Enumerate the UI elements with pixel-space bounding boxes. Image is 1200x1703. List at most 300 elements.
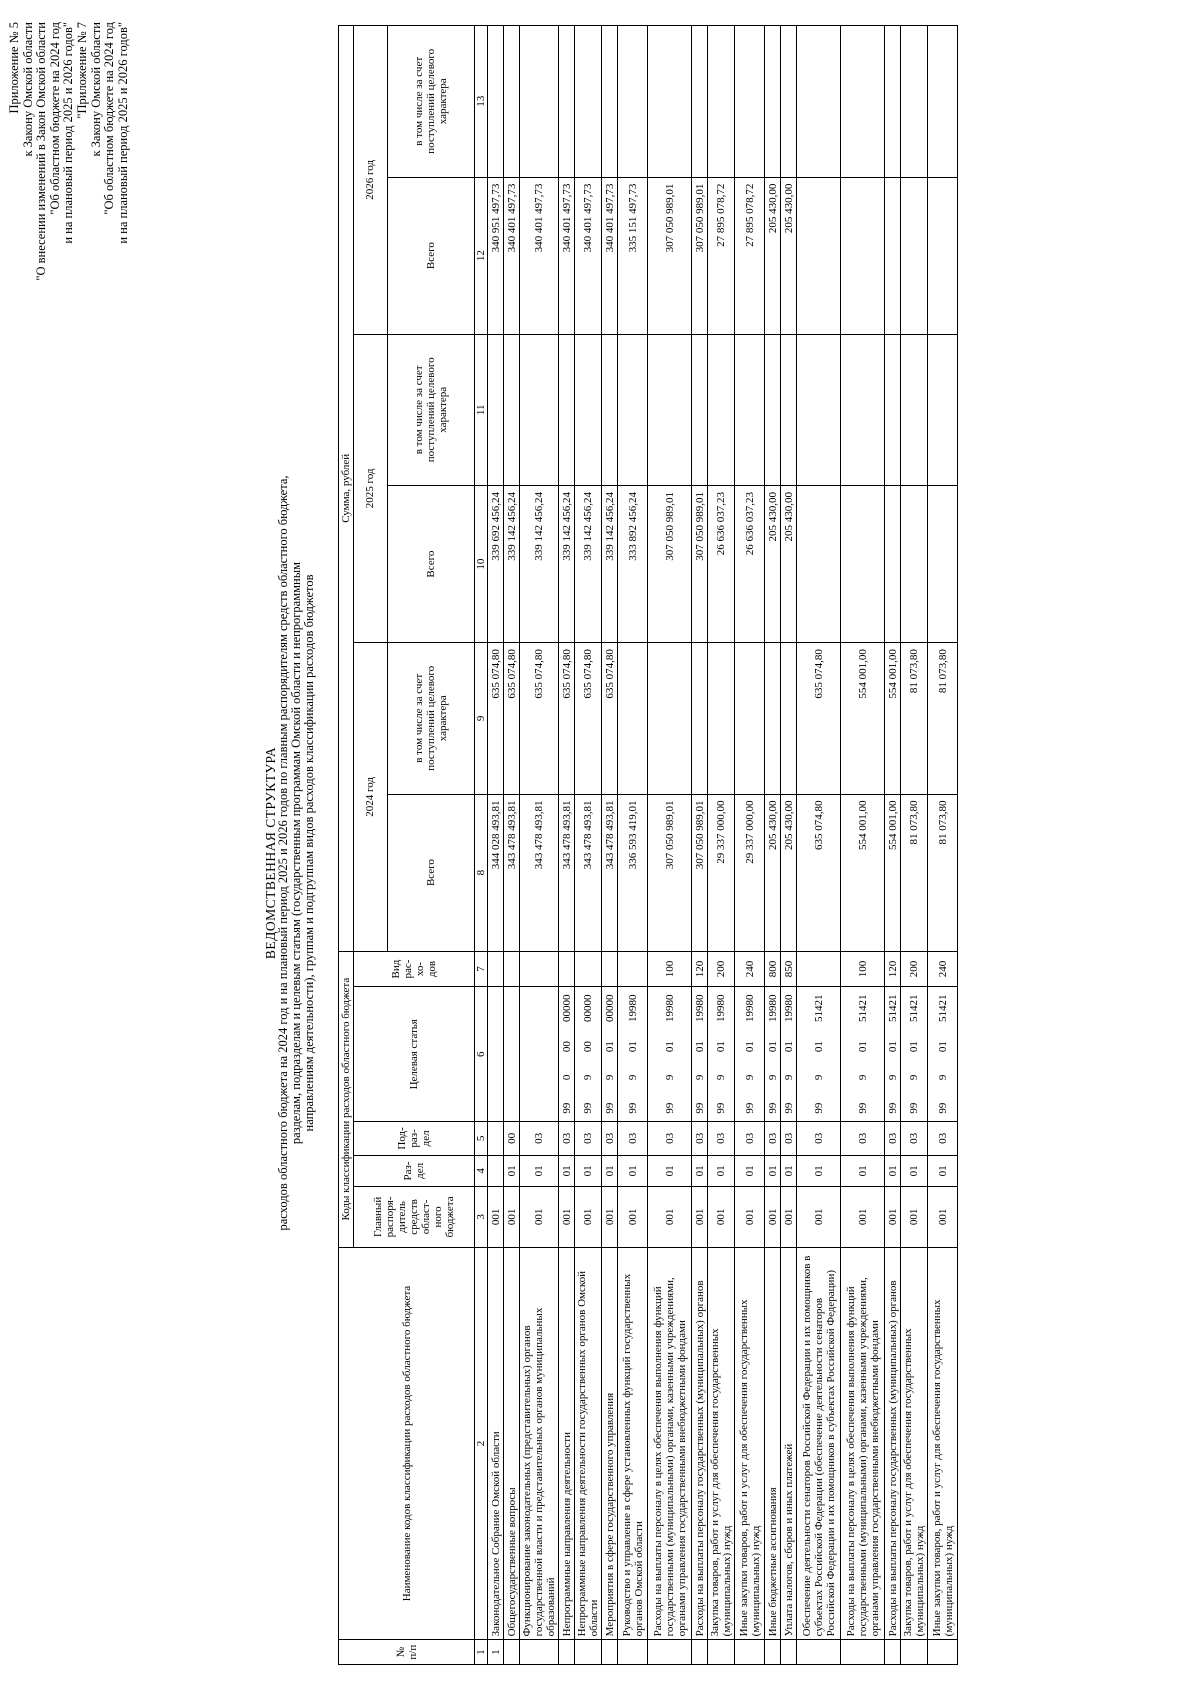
row-expense-type <box>559 951 575 987</box>
row-target-2024 <box>735 643 765 794</box>
target-article-part: 51421 <box>936 994 949 1022</box>
target-article-part: 01 <box>743 1041 756 1053</box>
header-name: Наименование кодов классификации расходов областного бюджета <box>339 1247 475 1640</box>
column-number: 3 <box>475 1187 488 1248</box>
target-article-part: 51421 <box>886 994 899 1022</box>
header-codes: Коды классификации расходов областного бюджета <box>339 951 354 1247</box>
row-target-article <box>488 987 504 1122</box>
row-grbs: 001 <box>602 1187 618 1248</box>
target-article-part: 99 <box>936 1102 949 1114</box>
row-target-2025 <box>520 334 559 485</box>
budget-table <box>338 25 958 1665</box>
row-target-article <box>648 987 692 1122</box>
target-article-part: 99 <box>782 1102 795 1114</box>
row-number <box>618 1640 648 1665</box>
column-number: 7 <box>475 951 488 987</box>
row-target-2025 <box>575 334 602 485</box>
row-total-2026: 307 050 989,01 <box>648 177 692 334</box>
row-target-2024: 554 001,00 <box>841 643 885 794</box>
row-target-2024 <box>648 643 692 794</box>
row-target-2026 <box>692 26 708 178</box>
table-row <box>602 26 618 1665</box>
appendix-line: "О внесении изменений в Закон Омской области <box>34 22 48 281</box>
row-podrazdel: 03 <box>885 1122 901 1156</box>
column-number: 10 <box>475 486 488 643</box>
row-target-article <box>559 987 575 1122</box>
row-total-2025 <box>841 486 885 643</box>
row-number <box>559 1640 575 1665</box>
row-name: Обеспечение деятельности сенаторов Российской Федерации и их помощников в субъектах Российской Федерации (обеспечение деятельности сенаторов Российской Федерации и их помощников в субъектах Российской Федерации) <box>797 1247 841 1640</box>
column-number: 5 <box>475 1122 488 1156</box>
row-total-2024: 554 001,00 <box>885 794 901 951</box>
target-article-part: 9 <box>626 1074 639 1081</box>
row-number <box>765 1640 781 1665</box>
row-total-2025: 339 142 456,24 <box>575 486 602 643</box>
row-total-2024: 343 478 493,81 <box>575 794 602 951</box>
column-number: 1 <box>475 1640 488 1665</box>
row-name: Закупка товаров, работ и услуг для обеспечения государственных (муниципальных) нужд <box>901 1247 928 1640</box>
target-article-part: 01 <box>715 1041 727 1053</box>
row-total-2026: 340 401 497,73 <box>602 177 618 334</box>
row-total-2024: 205 430,00 <box>765 794 781 951</box>
header-target: в том числе за счет поступлений целевого характера <box>387 334 474 485</box>
table-row <box>692 26 708 1665</box>
row-target-article <box>928 987 958 1122</box>
appendix-line: "Об областном бюджете на 2024 год <box>102 22 116 215</box>
row-target-2024 <box>781 643 797 794</box>
row-number <box>781 1640 797 1665</box>
table-row <box>901 26 928 1665</box>
row-target-2024: 554 001,00 <box>885 643 901 794</box>
column-number: 2 <box>475 1247 488 1640</box>
row-target-2025 <box>735 334 765 485</box>
column-number: 11 <box>475 334 488 485</box>
row-target-2026 <box>602 26 618 178</box>
target-article-part: 99 <box>582 1102 594 1114</box>
table-row <box>708 26 735 1665</box>
row-grbs: 001 <box>781 1187 797 1248</box>
appendix-line: Приложение № 5 <box>7 22 21 114</box>
row-razdel: 01 <box>575 1155 602 1186</box>
row-target-2026 <box>648 26 692 178</box>
header-target: в том числе за счет поступлений целевого характера <box>387 26 474 178</box>
row-target-2024: 81 073,80 <box>928 643 958 794</box>
row-target-2026 <box>781 26 797 178</box>
row-target-2024: 635 074,80 <box>602 643 618 794</box>
row-razdel: 01 <box>692 1155 708 1186</box>
row-target-2024: 635 074,80 <box>559 643 575 794</box>
row-name: Расходы на выплаты персоналу в целях обеспечения выполнения функций государственными (муниципальными) органами, казенными учреждениями, органами управления государственными внебюджетными фондами <box>841 1247 885 1640</box>
row-razdel: 01 <box>901 1155 928 1186</box>
row-expense-type <box>797 951 841 987</box>
row-razdel: 01 <box>797 1155 841 1186</box>
row-target-2025 <box>765 334 781 485</box>
row-target-2025 <box>797 334 841 485</box>
row-expense-type: 240 <box>928 951 958 987</box>
appendix-header-old <box>76 22 130 244</box>
row-podrazdel: 03 <box>692 1122 708 1156</box>
row-target-2025 <box>559 334 575 485</box>
target-article-part: 19980 <box>743 994 756 1022</box>
header-total: Всего <box>387 486 474 643</box>
target-article-part: 51421 <box>908 994 920 1022</box>
target-article-part: 9 <box>693 1074 706 1081</box>
table-row <box>488 26 504 1665</box>
target-article-part: 9 <box>766 1074 779 1081</box>
row-target-2025 <box>841 334 885 485</box>
row-target-article <box>765 987 781 1122</box>
row-name: Руководство и управление в сфере установленных функций государственных органов Омской области <box>618 1247 648 1640</box>
target-article-part: 00000 <box>560 994 573 1022</box>
row-target-2026 <box>765 26 781 178</box>
target-article-part: 9 <box>856 1074 869 1081</box>
row-grbs: 001 <box>735 1187 765 1248</box>
row-target-2026 <box>504 26 520 178</box>
target-article-part: 01 <box>626 1041 639 1053</box>
row-name: Иные бюджетные ассигнования <box>765 1247 781 1640</box>
row-target-2026 <box>797 26 841 178</box>
row-grbs: 001 <box>765 1187 781 1248</box>
row-target-2024: 635 074,80 <box>504 643 520 794</box>
row-target-2025 <box>708 334 735 485</box>
table-row <box>648 26 692 1665</box>
row-expense-type: 200 <box>708 951 735 987</box>
row-total-2024: 554 001,00 <box>841 794 885 951</box>
row-podrazdel: 03 <box>781 1122 797 1156</box>
row-podrazdel: 03 <box>520 1122 559 1156</box>
row-razdel: 01 <box>708 1155 735 1186</box>
header-year-2025: 2025 год <box>354 334 388 642</box>
target-article-part: 99 <box>560 1102 573 1114</box>
row-number <box>735 1640 765 1665</box>
row-total-2026 <box>901 177 928 334</box>
row-total-2024: 344 028 493,81 <box>488 794 504 951</box>
target-article-part: 19980 <box>766 994 779 1022</box>
row-name: Иные закупки товаров, работ и услуг для обеспечения государственных (муниципальных) нужд <box>735 1247 765 1640</box>
target-article-part: 51421 <box>856 994 869 1022</box>
header-podrazdel: Под-раз-дел <box>354 1122 475 1156</box>
header-num: № п/п <box>339 1640 475 1665</box>
target-article-part: 00000 <box>582 994 594 1022</box>
appendix-line: и на плановый период 2025 и 2026 годов" <box>61 22 75 244</box>
row-expense-type <box>602 951 618 987</box>
row-razdel: 01 <box>765 1155 781 1186</box>
row-grbs: 001 <box>708 1187 735 1248</box>
row-total-2026: 335 151 497,73 <box>618 177 648 334</box>
row-razdel: 01 <box>648 1155 692 1186</box>
header-razdel: Раз-дел <box>354 1155 475 1186</box>
row-grbs: 001 <box>504 1187 520 1248</box>
row-total-2026: 27 895 078,72 <box>708 177 735 334</box>
row-target-article <box>708 987 735 1122</box>
target-article-part: 99 <box>715 1102 727 1114</box>
target-article-part: 99 <box>856 1102 869 1114</box>
row-expense-type <box>520 951 559 987</box>
row-razdel <box>488 1155 504 1186</box>
column-number-row <box>475 26 488 1665</box>
row-grbs: 001 <box>648 1187 692 1248</box>
row-total-2025: 26 636 037,23 <box>708 486 735 643</box>
row-target-article <box>618 987 648 1122</box>
target-article-part: 19980 <box>715 994 727 1022</box>
target-article-part: 9 <box>886 1074 899 1081</box>
row-podrazdel: 03 <box>765 1122 781 1156</box>
row-razdel: 01 <box>504 1155 520 1186</box>
row-target-article <box>692 987 708 1122</box>
row-target-2026 <box>928 26 958 178</box>
row-total-2026: 27 895 078,72 <box>735 177 765 334</box>
row-total-2025: 205 430,00 <box>781 486 797 643</box>
row-target-2024 <box>708 643 735 794</box>
row-target-2025 <box>488 334 504 485</box>
appendix-line: к Закону Омской области <box>20 22 35 157</box>
row-total-2024: 343 478 493,81 <box>520 794 559 951</box>
row-number <box>708 1640 735 1665</box>
row-total-2026: 340 401 497,73 <box>504 177 520 334</box>
row-total-2024: 81 073,80 <box>901 794 928 951</box>
column-number: 4 <box>475 1155 488 1186</box>
row-expense-type: 800 <box>765 951 781 987</box>
row-target-2026 <box>488 26 504 178</box>
row-number <box>797 1640 841 1665</box>
target-article-part: 01 <box>936 1041 949 1053</box>
row-razdel: 01 <box>520 1155 559 1186</box>
target-article-part: 01 <box>856 1041 869 1053</box>
target-article-part: 9 <box>603 1074 616 1081</box>
row-podrazdel: 03 <box>928 1122 958 1156</box>
row-razdel: 01 <box>559 1155 575 1186</box>
table-body <box>488 26 958 1665</box>
row-total-2026 <box>797 177 841 334</box>
row-razdel: 01 <box>602 1155 618 1186</box>
row-grbs: 001 <box>797 1187 841 1248</box>
row-total-2024: 29 337 000,00 <box>735 794 765 951</box>
target-article-part: 0 <box>560 1074 573 1081</box>
target-article-part: 19980 <box>663 994 676 1022</box>
row-total-2025: 339 142 456,24 <box>520 486 559 643</box>
document-title <box>264 303 316 1403</box>
row-target-2025 <box>504 334 520 485</box>
row-podrazdel: 00 <box>504 1122 520 1156</box>
row-target-2025 <box>648 334 692 485</box>
header-cs: Целевая статья <box>354 987 475 1122</box>
row-total-2026: 205 430,00 <box>781 177 797 334</box>
row-name: Иные закупки товаров, работ и услуг для обеспечения государственных (муниципальных) нужд <box>928 1247 958 1640</box>
row-total-2026: 340 951 497,73 <box>488 177 504 334</box>
row-expense-type: 100 <box>841 951 885 987</box>
header-sum: Сумма, рублей <box>339 26 354 952</box>
row-grbs: 001 <box>692 1187 708 1248</box>
row-razdel: 01 <box>928 1155 958 1186</box>
row-expense-type: 240 <box>735 951 765 987</box>
header-total: Всего <box>387 177 474 334</box>
row-total-2025: 339 142 456,24 <box>504 486 520 643</box>
header-vid: Вид рас-хо-дов <box>354 951 475 987</box>
row-podrazdel: 03 <box>797 1122 841 1156</box>
row-target-2026 <box>885 26 901 178</box>
row-target-2026 <box>618 26 648 178</box>
row-target-2024: 81 073,80 <box>901 643 928 794</box>
target-article-part: 01 <box>782 1041 795 1053</box>
row-grbs: 001 <box>559 1187 575 1248</box>
row-grbs: 001 <box>488 1187 504 1248</box>
table-row <box>575 26 602 1665</box>
row-name: Мероприятия в сфере государственного управления <box>602 1247 618 1640</box>
header-total: Всего <box>387 794 474 951</box>
row-target-2026 <box>559 26 575 178</box>
target-article-part: 01 <box>693 1041 706 1053</box>
row-total-2026 <box>928 177 958 334</box>
column-number: 9 <box>475 643 488 794</box>
row-razdel: 01 <box>735 1155 765 1186</box>
row-target-article <box>735 987 765 1122</box>
table-row <box>618 26 648 1665</box>
row-podrazdel: 03 <box>648 1122 692 1156</box>
row-podrazdel: 03 <box>575 1122 602 1156</box>
row-target-2026 <box>735 26 765 178</box>
row-grbs: 001 <box>520 1187 559 1248</box>
row-total-2025 <box>901 486 928 643</box>
row-total-2025: 205 430,00 <box>765 486 781 643</box>
target-article-part: 9 <box>782 1074 795 1081</box>
row-number <box>648 1640 692 1665</box>
column-number: 12 <box>475 177 488 334</box>
target-article-part: 9 <box>663 1074 676 1081</box>
row-name: Общегосударственные вопросы <box>504 1247 520 1640</box>
appendix-line: к Закону Омской области <box>88 22 103 157</box>
row-total-2026: 340 401 497,73 <box>575 177 602 334</box>
row-total-2024: 343 478 493,81 <box>602 794 618 951</box>
column-number: 8 <box>475 794 488 951</box>
row-total-2024: 343 478 493,81 <box>504 794 520 951</box>
row-number <box>575 1640 602 1665</box>
row-podrazdel: 03 <box>735 1122 765 1156</box>
row-name: Непрограммные направления деятельности <box>559 1247 575 1640</box>
row-podrazdel: 03 <box>901 1122 928 1156</box>
row-target-2026 <box>708 26 735 178</box>
row-podrazdel: 03 <box>841 1122 885 1156</box>
row-total-2025 <box>797 486 841 643</box>
target-article-part: 01 <box>603 1041 616 1053</box>
row-target-2026 <box>520 26 559 178</box>
row-target-article <box>575 987 602 1122</box>
table-row <box>841 26 885 1665</box>
row-podrazdel: 03 <box>602 1122 618 1156</box>
row-grbs: 001 <box>928 1187 958 1248</box>
appendix-line: "Приложение № 7 <box>75 22 89 119</box>
target-article-part: 99 <box>663 1102 676 1114</box>
row-expense-type: 120 <box>885 951 901 987</box>
row-target-article <box>602 987 618 1122</box>
row-target-article <box>901 987 928 1122</box>
row-total-2026 <box>841 177 885 334</box>
row-name: Уплата налогов, сборов и иных платежей <box>781 1247 797 1640</box>
title-line: разделам, подразделам и целевым статьям (государственным программам Омской области и непрограммным <box>289 561 303 1145</box>
row-number <box>928 1640 958 1665</box>
row-expense-type <box>575 951 602 987</box>
title-heading: ВЕДОМСТВЕННАЯ СТРУКТУРА <box>263 746 278 960</box>
row-number <box>841 1640 885 1665</box>
row-total-2024: 343 478 493,81 <box>559 794 575 951</box>
row-total-2026: 340 401 497,73 <box>559 177 575 334</box>
row-target-article <box>797 987 841 1122</box>
target-article-part: 01 <box>812 1041 825 1053</box>
row-expense-type: 100 <box>648 951 692 987</box>
row-target-2026 <box>901 26 928 178</box>
target-article-part: 01 <box>766 1041 779 1053</box>
title-line: расходов областного бюджета на 2024 год и на плановый период 2025 и 2026 годов по главным распорядителям средств областного бюджета, <box>276 475 290 1231</box>
table-row <box>559 26 575 1665</box>
header-grbs: Главный распоря-дитель средств област-ного бюджета <box>354 1187 475 1248</box>
row-number <box>602 1640 618 1665</box>
target-article-part: 00 <box>582 1041 594 1053</box>
row-grbs: 001 <box>618 1187 648 1248</box>
row-grbs: 001 <box>901 1187 928 1248</box>
row-target-2025 <box>928 334 958 485</box>
row-name: Закупка товаров, работ и услуг для обеспечения государственных (муниципальных) нужд <box>708 1247 735 1640</box>
row-target-2024: 635 074,80 <box>488 643 504 794</box>
row-name: Функционирование законодательных (представительных) органов государственной власти и представительных органов муниципальных образований <box>520 1247 559 1640</box>
row-target-article <box>504 987 520 1122</box>
target-article-part: 19980 <box>626 994 639 1022</box>
appendix-line: "Об областном бюджете на 2024 год <box>47 22 62 215</box>
row-target-2024 <box>765 643 781 794</box>
table-row <box>765 26 781 1665</box>
table-row <box>504 26 520 1665</box>
row-razdel: 01 <box>618 1155 648 1186</box>
table-row <box>885 26 901 1665</box>
target-article-part: 01 <box>886 1041 899 1053</box>
row-total-2024: 205 430,00 <box>781 794 797 951</box>
target-article-part: 99 <box>886 1102 899 1114</box>
column-number: 6 <box>475 987 488 1122</box>
row-total-2026: 307 050 989,01 <box>692 177 708 334</box>
row-total-2026 <box>885 177 901 334</box>
target-article-part: 01 <box>663 1041 676 1053</box>
row-target-2024: 635 074,80 <box>575 643 602 794</box>
row-expense-type <box>618 951 648 987</box>
table-row <box>781 26 797 1665</box>
target-article-part: 00000 <box>603 994 616 1022</box>
row-target-2026 <box>841 26 885 178</box>
row-total-2025: 307 050 989,01 <box>692 486 708 643</box>
row-total-2025: 339 142 456,24 <box>559 486 575 643</box>
row-number <box>692 1640 708 1665</box>
target-article-part: 9 <box>812 1074 825 1081</box>
target-article-part: 99 <box>766 1102 779 1114</box>
row-total-2025: 339 142 456,24 <box>602 486 618 643</box>
row-expense-type: 850 <box>781 951 797 987</box>
row-target-article <box>885 987 901 1122</box>
target-article-part: 99 <box>743 1102 756 1114</box>
row-grbs: 001 <box>885 1187 901 1248</box>
row-name: Расходы на выплаты персоналу государственных (муниципальных) органов <box>885 1247 901 1640</box>
row-total-2025 <box>885 486 901 643</box>
row-total-2025: 307 050 989,01 <box>648 486 692 643</box>
target-article-part: 00 <box>560 1041 573 1053</box>
row-total-2024: 307 050 989,01 <box>648 794 692 951</box>
row-number: 1 <box>488 1640 504 1665</box>
header-year-2024: 2024 год <box>354 643 388 951</box>
row-total-2024: 81 073,80 <box>928 794 958 951</box>
row-podrazdel <box>488 1122 504 1156</box>
target-article-part: 9 <box>715 1074 727 1081</box>
row-name: Непрограммные направления деятельности государственных органов Омской области <box>575 1247 602 1640</box>
row-number <box>901 1640 928 1665</box>
target-article-part: 9 <box>743 1074 756 1081</box>
target-article-part: 01 <box>908 1041 920 1053</box>
column-number: 13 <box>475 26 488 178</box>
